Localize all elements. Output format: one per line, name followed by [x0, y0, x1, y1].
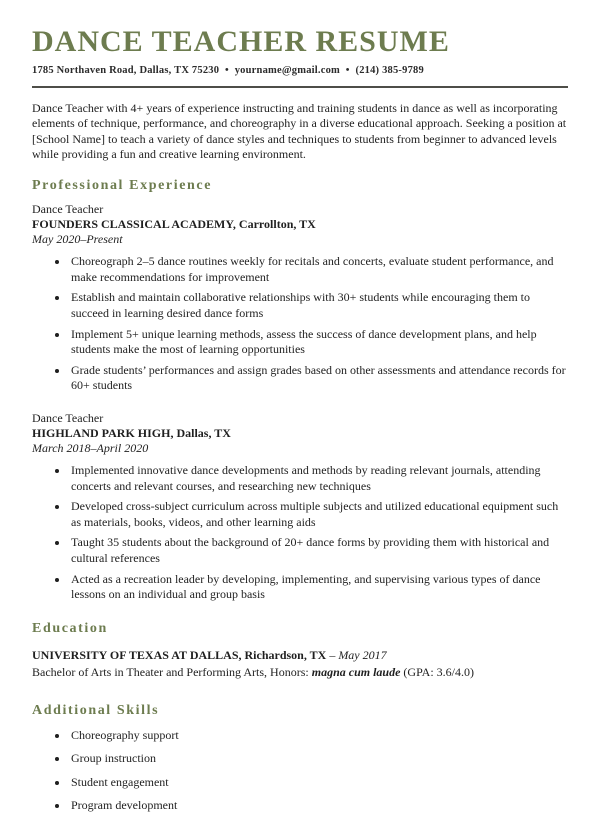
- bullet-item: • Acted as a recreation leader by developing, implementing, and supervising various types of dance lessons on an individual and group basis: [69, 572, 568, 603]
- education-gpa: (GPA: 3.6/4.0): [403, 664, 474, 679]
- section-heading-education: Education: [32, 620, 108, 636]
- job-bullet-list: [32, 254, 568, 394]
- education-degree: Bachelor of Arts in Theater and Performing Arts, Honors:: [32, 664, 309, 679]
- bullet-item: • Choreograph 2–5 dance routines weekly for recitals and concerts, evaluate student performance, and make recommendations for improvement: [69, 254, 568, 285]
- job-dates: March 2018–April 2020: [32, 441, 149, 456]
- resume-title: DANCE TEACHER RESUME: [32, 25, 450, 58]
- skill-item: • Choreography support: [69, 727, 568, 743]
- contact-separator-dot: •: [345, 64, 350, 76]
- bullet-item: • Developed cross-subject curriculum across multiple subjects and utilized educational equipment such as materials, books, videos, and other learning aids: [69, 499, 568, 530]
- education-degree-line: [32, 664, 568, 681]
- bullet-item: • Grade students’ performances and assign grades based on other assessments and attendance records for 60+ students: [69, 363, 568, 394]
- summary-paragraph: Dance Teacher with 4+ years of experience instructing and training students in dance as well as incorporating elements of technique, performance, and choreography in a diverse educational approach. Seeking a position at [School Name] to teach a variety of dance styles and techniques to students from beginner to advanced levels while providing a fun and creative learning environment.: [32, 100, 567, 162]
- section-heading-skills: Additional Skills: [32, 702, 160, 718]
- contact-line: [32, 65, 568, 76]
- contact-separator-dot: •: [225, 64, 229, 76]
- education-school-line: [32, 647, 568, 664]
- bullet-item: • Establish and maintain collaborative relationships with 30+ students while encouraging them to succeed in learning desired dance forms: [69, 290, 568, 321]
- skills-list: [32, 727, 568, 813]
- education-honors: magna cum laude: [311, 664, 401, 679]
- job-company: FOUNDERS CLASSICAL ACADEMY, Carrollton, TX: [32, 217, 316, 232]
- job-block-founders: [32, 202, 568, 394]
- education-dash: –: [329, 648, 336, 663]
- contact-phone: (214) 385-9789: [355, 64, 424, 76]
- job-company: HIGHLAND PARK HIGH, Dallas, TX: [32, 426, 231, 441]
- bullet-item: • Implement 5+ unique learning methods, assess the success of dance development plans, and help students make the most of learning opportunities: [69, 327, 568, 358]
- contact-address: 1785 Northaven Road, Dallas, TX 75230: [32, 64, 220, 76]
- job-bullet-list: [32, 463, 568, 603]
- contact-email: yourname@gmail.com: [234, 64, 340, 76]
- job-dates: May 2020–Present: [32, 232, 123, 247]
- job-role: Dance Teacher: [32, 202, 104, 217]
- education-school: UNIVERSITY OF TEXAS AT DALLAS, Richardson, TX: [32, 648, 327, 663]
- job-role: Dance Teacher: [32, 411, 104, 426]
- bullet-item: • Taught 35 students about the background of 20+ dance forms by providing them with historical and cultural references: [69, 535, 568, 566]
- bullet-item: • Implemented innovative dance developments and methods by reading relevant journals, attending concerts and relevant courses, and researching new techniques: [69, 463, 568, 494]
- education-date: May 2017: [338, 648, 387, 663]
- skill-item: • Program development: [69, 797, 568, 813]
- section-heading-experience: Professional Experience: [32, 177, 213, 193]
- job-block-highland: [32, 411, 568, 603]
- header-divider: [32, 86, 568, 88]
- skill-item: • Group instruction: [69, 750, 568, 766]
- skill-item: • Student engagement: [69, 774, 568, 790]
